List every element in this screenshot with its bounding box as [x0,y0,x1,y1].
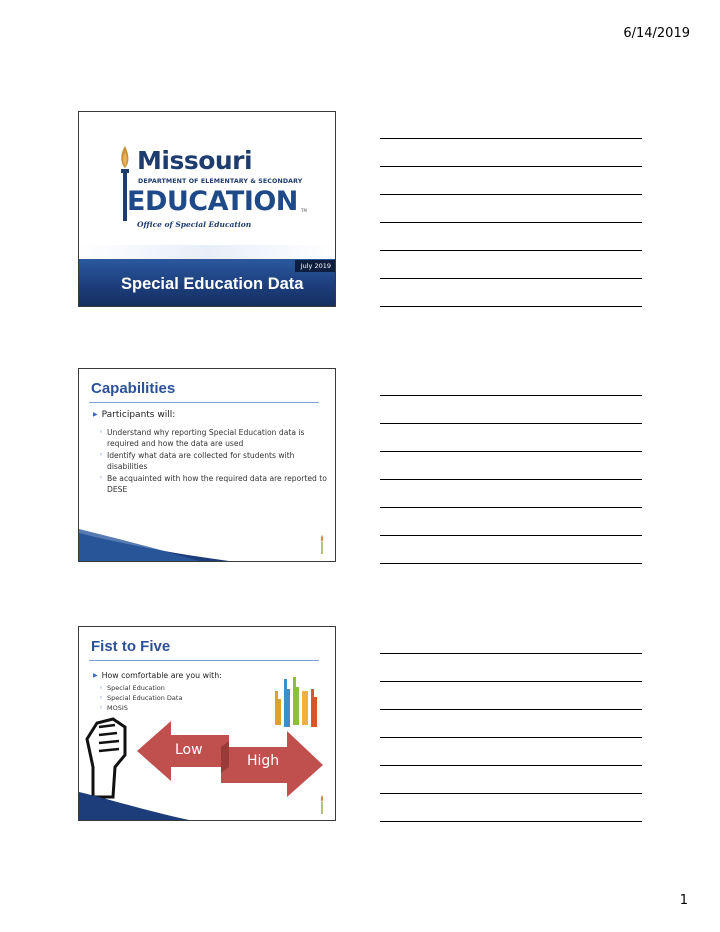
notes-lines-3 [380,653,642,849]
bullet-text: How comfortable are you with: [101,671,222,680]
bullet-text: Participants will: [101,410,176,420]
note-line [380,765,642,766]
note-line [380,653,642,654]
bullet-item [93,410,175,420]
sub-bullet-list [99,427,327,496]
triangle-bullet-icon: ▶ [93,672,98,679]
office-name: Office of Special Education [137,220,252,229]
title-divider [89,402,319,403]
page-number: 1 [679,893,688,908]
slide-date: July 2019 [295,260,335,272]
note-line [380,563,642,564]
corner-swoosh-decoration [79,529,229,561]
high-arrow-label: High [247,753,280,769]
sub-bullet-item: ◦ Special Education Data [99,693,327,703]
note-line [380,250,642,251]
sub-bullet-item: ◦ Be acquainted with how the required data are reported to DESE [99,473,327,495]
slide-title-slide[interactable] [78,111,336,307]
note-line [380,166,642,167]
note-line [380,821,642,822]
brand-missouri: Missouri [137,146,253,175]
fist-icon [87,719,125,797]
fist-to-five-graphic [79,627,335,820]
sub-bullet-item: ◦ MOSIS [99,703,327,713]
note-line [380,479,642,480]
trademark: TM [301,208,307,213]
slide-title: Fist to Five [91,638,171,655]
missouri-education-logo [109,140,319,236]
note-line [380,138,642,139]
note-line [380,451,642,452]
sub-bullet-item: ◦ Identify what data are collected for students with disabilities [99,450,327,472]
slide-capabilities[interactable] [78,368,336,562]
note-line [380,423,642,424]
brand-education: EDUCATION [127,186,298,217]
slide-title: Special Education Data [121,275,304,293]
triangle-bullet-icon: ▶ [93,411,98,418]
note-line [380,737,642,738]
note-line [380,306,642,307]
note-line [380,709,642,710]
raised-hands-icon [275,677,317,727]
slide-title: Capabilities [91,380,176,397]
note-line [380,194,642,195]
torch-icon [319,535,325,555]
note-line [380,222,642,223]
page-date: 6/14/2019 [623,26,690,41]
note-line [380,793,642,794]
note-line [380,535,642,536]
notes-lines-1 [380,138,642,334]
note-line [380,681,642,682]
department-name: DEPARTMENT OF ELEMENTARY & SECONDARY [138,178,303,185]
note-line [380,278,642,279]
sub-bullet-item: ◦ Special Education [99,683,327,693]
low-arrow-label: Low [175,742,203,758]
slide-fist-to-five[interactable] [78,626,336,821]
notes-lines-2 [380,395,642,591]
note-line [380,395,642,396]
sub-bullet-item: ◦ Understand why reporting Special Education data is required and how the data are used [99,427,327,449]
note-line [380,507,642,508]
